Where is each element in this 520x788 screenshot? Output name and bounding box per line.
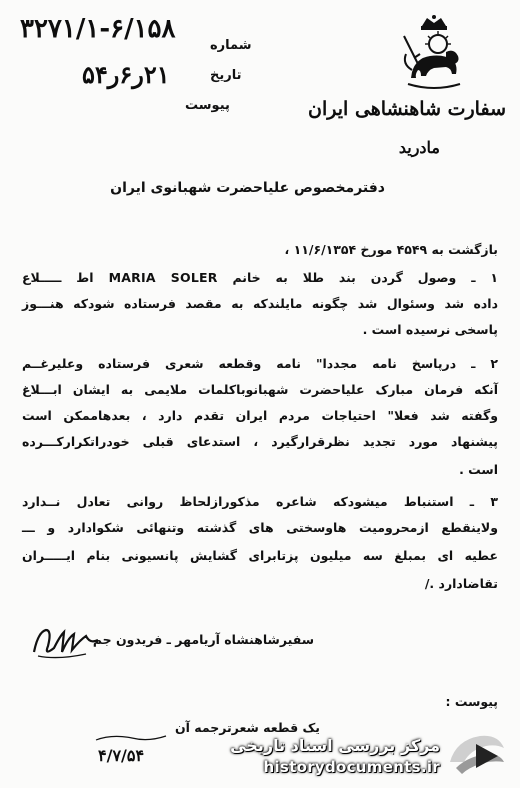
attachment-footer-label: پیوست : [445,694,498,709]
embassy-name: سفارت شاهنشاهی ایران [308,98,506,120]
paragraph2-line2: آنکه فرمان مبارک علیاحضرت شهبانوباکلمات ملایمی به ایشان ابـــلاغ [22,382,498,397]
attachment-item: یک قطعه شعرترجمه آن [174,720,320,735]
paragraph2-line4: پیشنهاد مورد تجدید نظرقرارگیرد ، استدعای قبلی خودراتکرارکـــرده [22,434,498,449]
reference-line: بازگشت به ۴۵۴۹ مورخ ۱۱/۶/۱۳۵۴ ، [284,242,498,257]
attachment-label: پیوست [185,98,230,113]
paragraph3-line4: تقاضادارد ./ [424,576,498,591]
letter-number-label: شماره [210,38,252,53]
watermark-title: مرکز بررسی اسناد تاریخی [230,736,440,755]
paragraph2-line5: است . [459,462,498,477]
handwritten-note: ۴/۷/۵۴ [98,746,145,765]
paragraph3-line2: ولاینقطع ازمحرومیت هاوسختی های گذشته وتنهائی شکوادارد و ـــ [22,520,498,535]
watermark-url: historydocuments.ir [263,758,440,776]
letter-number-value: ۳۲۷۱/۱-۶/۱۵۸ [20,14,176,44]
paragraph3-line1: ۳ ـ استنباط میشودکه شاعره مذکورازلحاظ روانی تعادل نــدارد [22,494,498,509]
paragraph1-line3: پاسخی نرسیده است . [362,322,498,337]
signature-line: سفیرشاهنشاه آریامهر ـ فریدون جم [92,632,314,647]
letter-date-value: ۲۱ر۶ر۵۴ [82,60,170,89]
addressee: دفترمخصوص علیاحضرت شهبانوی ایران [110,180,385,196]
paragraph2-line1: ۲ ـ درپاسخ نامه مجددا" نامه وقطعه شعری فرستاده وعلیرغــم [22,356,498,371]
lion-and-sun-emblem-icon [394,14,474,94]
paragraph1-line2: داده شد وسئوال شد چگونه مایلندکه به مقصد فرستاده شودکه هنـــوز [22,296,498,311]
paragraph1-line1: ۱ ـ وصول گردن بند طلا به خانم MARIA SOLER اط ـــــلاع [22,270,498,285]
archive-logo-icon [446,728,508,778]
embassy-city: مادرید [398,138,440,157]
letter-date-label: تاریخ [210,68,242,83]
paragraph3-line3: عطیه ای بمبلغ سه میلیون پزتابرای گشایش پانسیونی بنام ایـــــران [22,548,498,563]
paragraph2-line3: وگفته شد فعلا" احتیاجات مردم ایران تقدم دارد ، بعدهاممکن است [22,408,498,423]
